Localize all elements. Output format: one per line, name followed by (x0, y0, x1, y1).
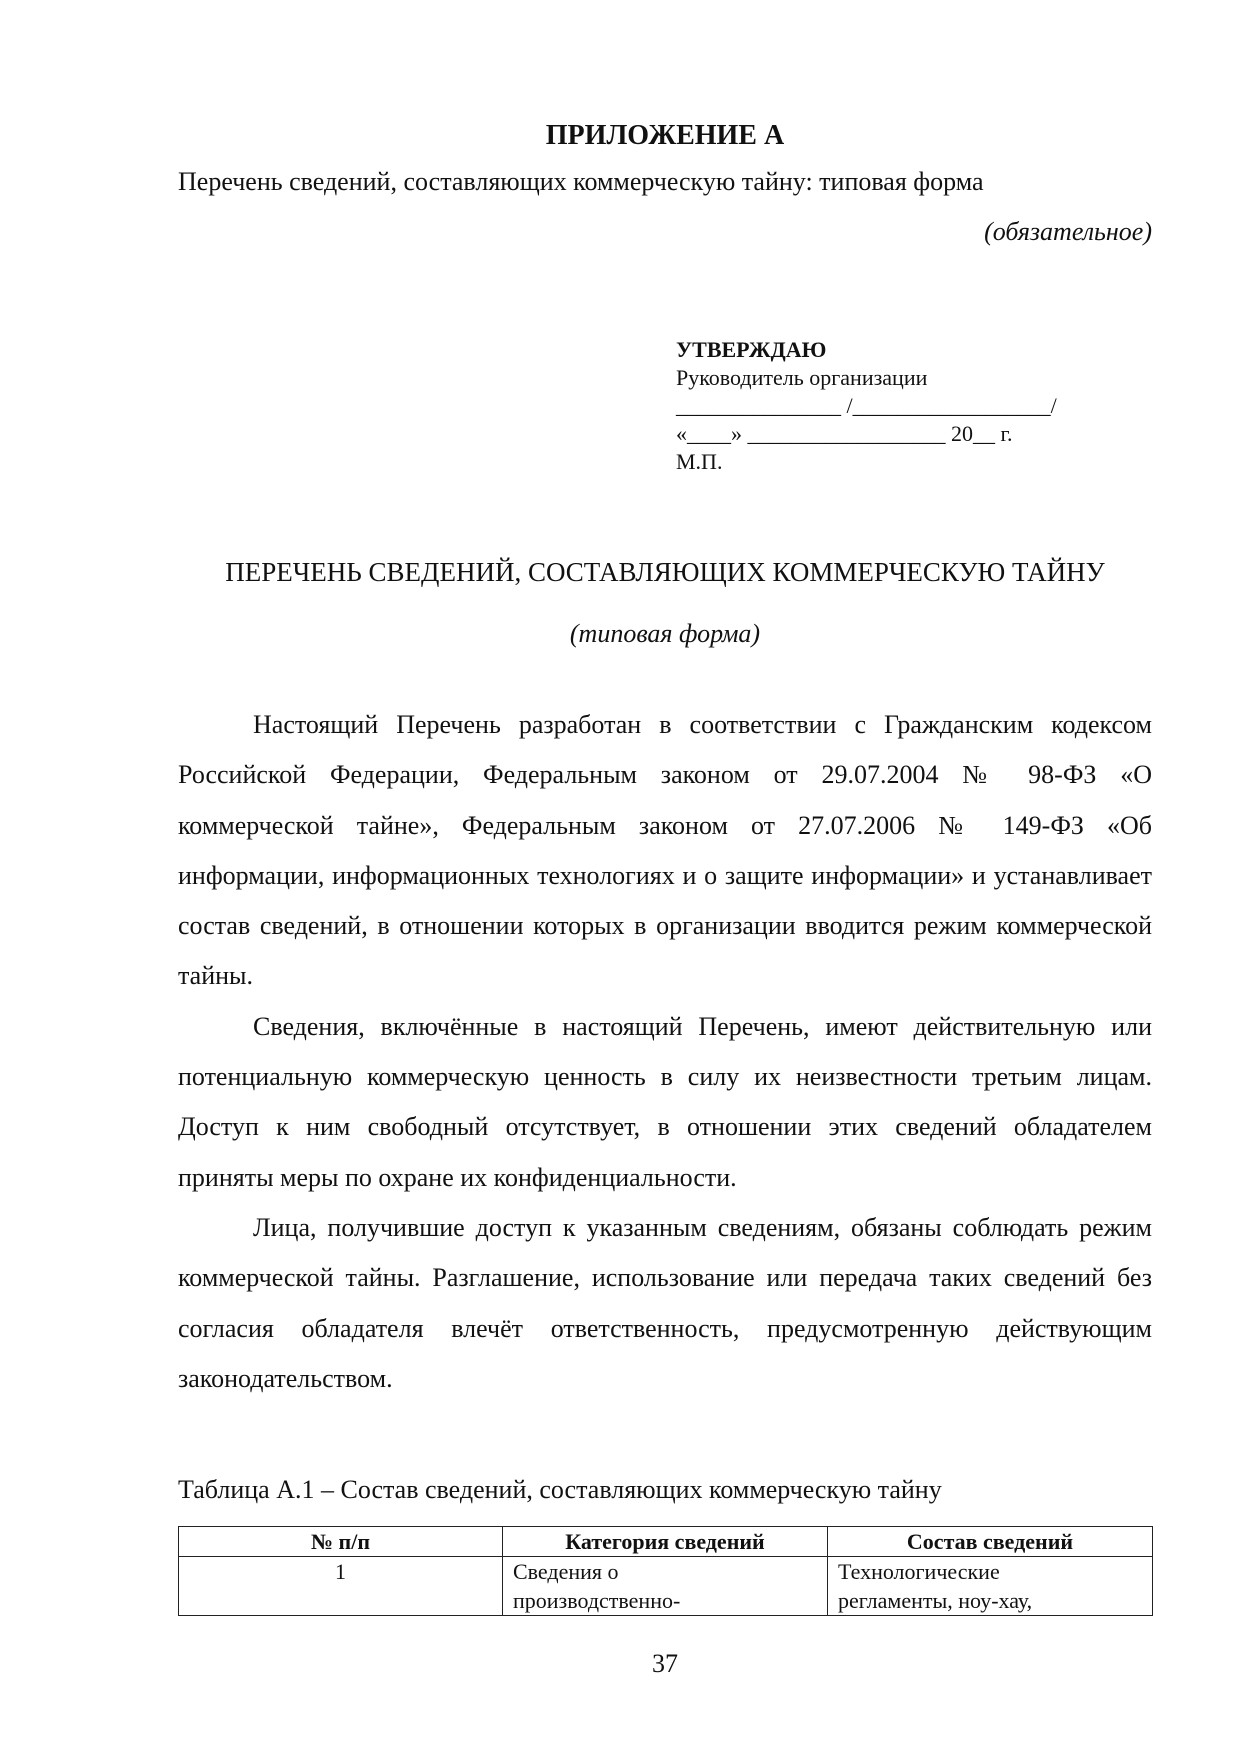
approval-position: Руководитель организации (676, 365, 928, 390)
paragraph: Лица, получившие доступ к указанным сведениям, обязаны соблюдать режим коммерческой тайны. Разглашение, использование или передача таких сведений без согласия обладателя влечёт ответственность, предусмотренную действующим законодательством. (178, 1212, 1152, 1393)
cell-category-line: Сведения о (513, 1559, 619, 1584)
page-number: 37 (652, 1649, 678, 1678)
table-caption: Таблица А.1 – Состав сведений, составляющих коммерческую тайну (178, 1475, 942, 1504)
document-form-type: (типовая форма) (569, 619, 761, 648)
approval-block (676, 336, 1057, 476)
cell-number: 1 (179, 1557, 503, 1616)
paragraph: Сведения, включённые в настоящий Перечень, имеют действительную или потенциальную коммерческую ценность в силу их неизвестности третьим лицам. Доступ к ним свободный отсутствует, в отношении этих сведений обладателем приняты меры по охране их конфиденциальности. (178, 1011, 1152, 1192)
table-row (179, 1557, 1153, 1616)
table-header-row (179, 1527, 1153, 1557)
info-table (178, 1526, 1153, 1616)
appendix-subtitle: Перечень сведений, составляющих коммерческую тайну: типовая форма (178, 167, 984, 196)
cell-composition (828, 1557, 1153, 1616)
paragraph: Настоящий Перечень разработан в соответствии с Гражданским кодексом Российской Федерации, Федеральным законом от 29.07.2004 № 98-ФЗ «О коммерческой тайне», Федеральным законом от 27.07.2006 № 149-ФЗ «Об информации, информационных технологиях и о защите информации» и устанавливает состав сведений, в отношении которых в организации вводится режим коммерческой тайны. (178, 710, 1152, 991)
header-category: Категория сведений (503, 1527, 828, 1557)
approval-signature-line: _______________ /__________________/ (676, 393, 1057, 418)
cell-category-line: производственно- (513, 1588, 681, 1613)
header-number: № п/п (179, 1527, 503, 1557)
body-text (178, 700, 1152, 1404)
appendix-title: ПРИЛОЖЕНИЕ А (545, 120, 785, 151)
approval-date-line: «____» __________________ 20__ г. (676, 421, 1013, 446)
appendix-status: (обязательное) (984, 217, 1152, 246)
header-composition: Состав сведений (828, 1527, 1153, 1557)
cell-composition-line: регламенты, ноу-хау, (838, 1588, 1033, 1613)
document-title: ПЕРЕЧЕНЬ СВЕДЕНИЙ, СОСТАВЛЯЮЩИХ КОММЕРЧЕСКУЮ ТАЙНУ (225, 557, 1105, 587)
cell-category (503, 1557, 828, 1616)
cell-composition-line: Технологические (838, 1559, 1000, 1584)
approval-title: УТВЕРЖДАЮ (676, 337, 827, 362)
approval-stamp: М.П. (676, 449, 723, 474)
